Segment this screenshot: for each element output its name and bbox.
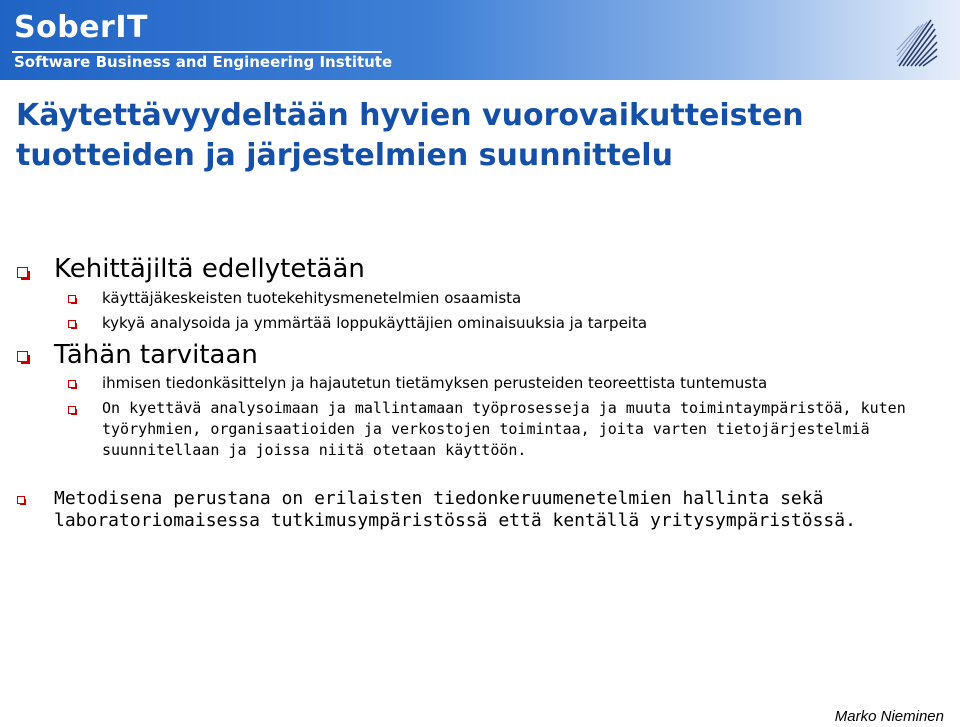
sub-bullet-square-icon [68,406,76,414]
university-logo-icon [893,16,939,68]
bullet-square-icon [17,267,28,278]
bullet-3-text: Metodisena perustana on erilaisten tiedonkeruumenetelmien hallinta sekä laboratoriomaisessa tutkimusympäristössä että kentällä yritysympäristössä. [54,488,856,531]
brand-name: SoberIT [14,10,148,45]
bullet-2-sub-2: On kyettävä analysoimaan ja mallintamaan työprosesseja ja muuta toimintaympäristöä, kuten työryhmien, organisaatioiden ja verkostojen toimintaa, joita varten tietojärjestelmiä suunnitellaan ja joissa niitä otetaan käyttöön. [102,399,906,459]
bullet-square-icon [17,351,28,362]
bullet-1-text: Kehittäjiltä edellytetään [54,254,365,284]
slide-title: Käytettävyydeltään hyvien vuorovaikutteisten tuotteiden ja järjestelmien suunnittelu [16,98,804,173]
author-name: Marko Nieminen [834,708,944,725]
header-banner [0,0,960,80]
sub-bullet-square-icon [68,380,76,388]
sub-bullet-square-icon [68,295,76,303]
bullet-2-sub-1: ihmisen tiedonkäsittelyn ja hajautetun tietämyksen perusteiden teoreettista tuntemusta [102,374,768,392]
bullet-square-icon [17,496,25,504]
bullet-1-sub-2: kykyä analysoida ja ymmärtää loppukäyttäjien ominaisuuksia ja tarpeita [102,314,648,332]
bullet-2-text: Tähän tarvitaan [54,340,258,370]
bullet-1-sub-1: käyttäjäkeskeisten tuotekehitysmenetelmien osaamista [102,289,522,307]
sub-bullet-square-icon [68,320,76,328]
brand-tagline: Software Business and Engineering Institute [14,53,393,71]
